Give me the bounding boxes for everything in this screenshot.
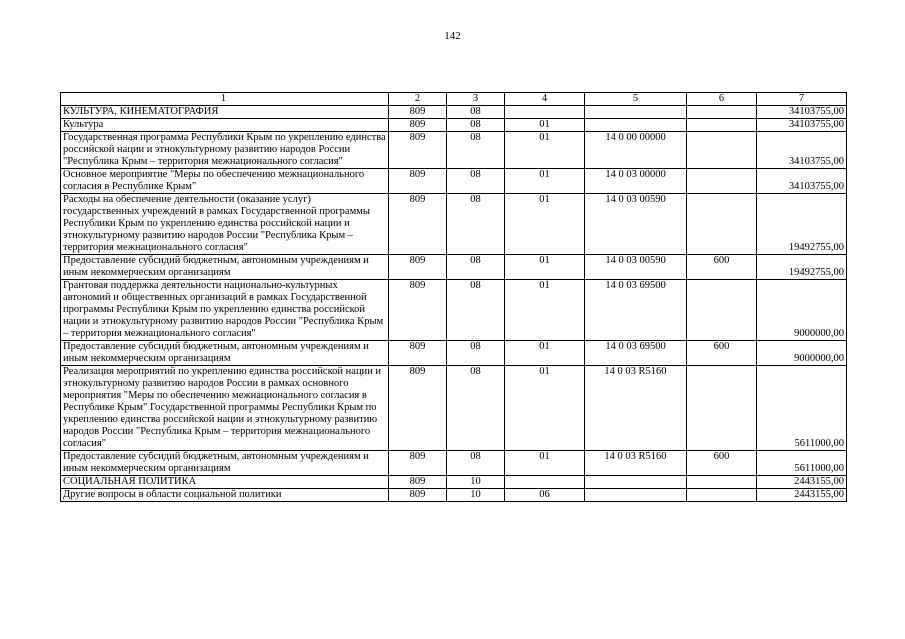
ved-code: 809 xyxy=(389,194,447,255)
ved-code: 809 xyxy=(389,132,447,169)
subsection-code: 01 xyxy=(505,169,585,194)
expense-type-code xyxy=(687,169,757,194)
target-article-code: 14 0 03 00000 xyxy=(585,169,687,194)
section-code: 08 xyxy=(447,341,505,366)
subsection-code: 01 xyxy=(505,132,585,169)
header-col-3: 3 xyxy=(447,93,505,106)
table-row xyxy=(61,132,847,169)
table-row xyxy=(61,169,847,194)
table-row xyxy=(61,255,847,280)
header-col-4: 4 xyxy=(505,93,585,106)
amount: 9000000,00 xyxy=(757,280,847,341)
section-code: 08 xyxy=(447,194,505,255)
subsection-code: 06 xyxy=(505,489,585,502)
target-article-code: 14 0 03 R5160 xyxy=(585,366,687,451)
amount: 9000000,00 xyxy=(757,341,847,366)
row-name: Основное мероприятие "Меры по обеспечению межнационального согласия в Республике Крым" xyxy=(61,169,389,194)
section-code: 08 xyxy=(447,255,505,280)
target-article-code: 14 0 03 00590 xyxy=(585,255,687,280)
amount: 34103755,00 xyxy=(757,169,847,194)
subsection-code: 01 xyxy=(505,341,585,366)
ved-code: 809 xyxy=(389,341,447,366)
section-code: 08 xyxy=(447,106,505,119)
amount: 19492755,00 xyxy=(757,194,847,255)
table-header-row xyxy=(61,93,847,106)
section-code: 10 xyxy=(447,476,505,489)
row-name: Предоставление субсидий бюджетным, автономным учреждениям и иным некоммерческим организациям xyxy=(61,451,389,476)
table-row xyxy=(61,476,847,489)
table-row xyxy=(61,341,847,366)
amount: 5611000,00 xyxy=(757,451,847,476)
expense-type-code xyxy=(687,280,757,341)
ved-code: 809 xyxy=(389,451,447,476)
row-name: КУЛЬТУРА, КИНЕМАТОГРАФИЯ xyxy=(61,106,389,119)
row-name: Предоставление субсидий бюджетным, автономным учреждениям и иным некоммерческим организациям xyxy=(61,255,389,280)
table-row xyxy=(61,451,847,476)
expense-type-code xyxy=(687,194,757,255)
table-row xyxy=(61,489,847,502)
subsection-code: 01 xyxy=(505,255,585,280)
section-code: 08 xyxy=(447,366,505,451)
expense-type-code xyxy=(687,119,757,132)
amount: 2443155,00 xyxy=(757,489,847,502)
target-article-code: 14 0 03 69500 xyxy=(585,280,687,341)
subsection-code: 01 xyxy=(505,194,585,255)
expense-type-code: 600 xyxy=(687,255,757,280)
row-name: Культура xyxy=(61,119,389,132)
header-col-7: 7 xyxy=(757,93,847,106)
header-col-5: 5 xyxy=(585,93,687,106)
expense-type-code xyxy=(687,106,757,119)
ved-code: 809 xyxy=(389,280,447,341)
row-name: Расходы на обеспечение деятельности (оказание услуг) государственных учреждений в рамках Государственной программы Республики Крым по укреплению единства российской нации и этнокультурному развитию народов России "Республика Крым – территория межнационального согласия" xyxy=(61,194,389,255)
amount: 34103755,00 xyxy=(757,106,847,119)
amount: 2443155,00 xyxy=(757,476,847,489)
row-name: СОЦИАЛЬНАЯ ПОЛИТИКА xyxy=(61,476,389,489)
section-code: 08 xyxy=(447,132,505,169)
section-code: 08 xyxy=(447,451,505,476)
row-name: Другие вопросы в области социальной политики xyxy=(61,489,389,502)
ved-code: 809 xyxy=(389,489,447,502)
table-row xyxy=(61,119,847,132)
section-code: 08 xyxy=(447,169,505,194)
row-name: Предоставление субсидий бюджетным, автономным учреждениям и иным некоммерческим организациям xyxy=(61,341,389,366)
target-article-code: 14 0 00 00000 xyxy=(585,132,687,169)
amount: 5611000,00 xyxy=(757,366,847,451)
amount: 34103755,00 xyxy=(757,132,847,169)
row-name: Грантовая поддержка деятельности национально-культурных автономий и общественных организаций в рамках Государственной программы Республики Крым по укреплению единства российской нации и этнокультурному развитию народов России "Республика Крым – территория межнационального согласия" xyxy=(61,280,389,341)
table-row xyxy=(61,194,847,255)
ved-code: 809 xyxy=(389,255,447,280)
subsection-code xyxy=(505,106,585,119)
header-col-6: 6 xyxy=(687,93,757,106)
expense-type-code: 600 xyxy=(687,451,757,476)
ved-code: 809 xyxy=(389,106,447,119)
expense-type-code xyxy=(687,366,757,451)
budget-table xyxy=(60,92,847,502)
table-row xyxy=(61,366,847,451)
amount: 34103755,00 xyxy=(757,119,847,132)
subsection-code: 01 xyxy=(505,451,585,476)
target-article-code: 14 0 03 69500 xyxy=(585,341,687,366)
target-article-code: 14 0 03 00590 xyxy=(585,194,687,255)
page-number: 142 xyxy=(444,30,461,42)
ved-code: 809 xyxy=(389,119,447,132)
subsection-code xyxy=(505,476,585,489)
table-row xyxy=(61,106,847,119)
subsection-code: 01 xyxy=(505,280,585,341)
expense-type-code: 600 xyxy=(687,341,757,366)
table-row xyxy=(61,280,847,341)
section-code: 10 xyxy=(447,489,505,502)
target-article-code xyxy=(585,119,687,132)
section-code: 08 xyxy=(447,119,505,132)
section-code: 08 xyxy=(447,280,505,341)
subsection-code: 01 xyxy=(505,366,585,451)
target-article-code xyxy=(585,476,687,489)
expense-type-code xyxy=(687,489,757,502)
ved-code: 809 xyxy=(389,169,447,194)
target-article-code xyxy=(585,489,687,502)
target-article-code: 14 0 03 R5160 xyxy=(585,451,687,476)
target-article-code xyxy=(585,106,687,119)
amount: 19492755,00 xyxy=(757,255,847,280)
header-col-1: 1 xyxy=(61,93,389,106)
header-col-2: 2 xyxy=(389,93,447,106)
subsection-code: 01 xyxy=(505,119,585,132)
expense-type-code xyxy=(687,132,757,169)
ved-code: 809 xyxy=(389,476,447,489)
ved-code: 809 xyxy=(389,366,447,451)
row-name: Государственная программа Республики Крым по укреплению единства российской нации и этнокультурному развитию народов России "Республика Крым – территория межнационального согласия" xyxy=(61,132,389,169)
expense-type-code xyxy=(687,476,757,489)
row-name: Реализация мероприятий по укреплению единства российской нации и этнокультурному развитию народов России в рамках основного мероприятия "Меры по обеспечению межнационального согласия в Республике Крым" Государственной программы Республики Крым по укреплению единства российской нации и этнокультурному развитию народов России "Республика Крым – территория межнационального согласия" xyxy=(61,366,389,451)
